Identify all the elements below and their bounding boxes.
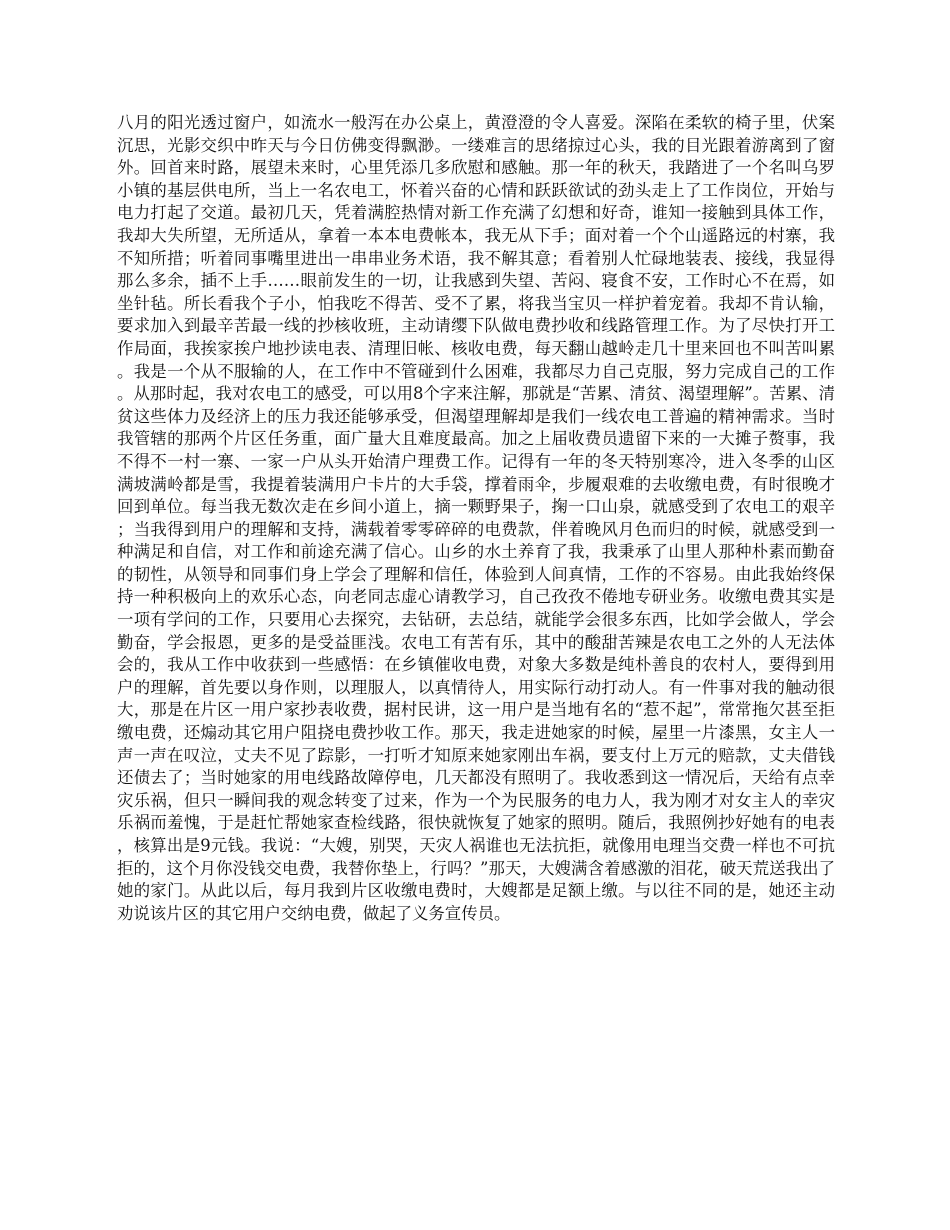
document-page [117, 112, 835, 925]
body-paragraph: 八月的阳光透过窗户，如流水一般泻在办公桌上，黄澄澄的令人喜爱。深陷在柔软的椅子里，伏案沉思，光影交织中昨天与今日仿佛变得飘渺。一缕难言的思绪掠过心头，我的目光跟着游离到了窗外。回首来时路，展望未来时，心里凭添几多欣慰和感触。那一年的秋天，我踏进了一个名叫乌罗小镇的基层供电所，当上一名农电工，怀着兴奋的心情和跃跃欲试的劲头走上了工作岗位，开始与电力打起了交道。最初几天，凭着满腔热情对新工作充满了幻想和好奇，谁知一接触到具体工作，我却大失所望，无所适从，拿着一本本电费帐本，我无从下手；面对着一个个山遥路远的村寨，我不知所措；听着同事嘴里进出一串串业务术语，我不解其意；看着别人忙碌地装表、接线，我显得那么多余，插不上手……眼前发生的一切，让我感到失望、苦闷、寝食不安，工作时心不在焉，如坐针毡。所长看我个子小，怕我吃不得苦、受不了累，将我当宝贝一样护着宠着。我却不肯认输，要求加入到最辛苦最一线的抄核收班，主动请缨下队做电费抄收和线路管理工作。为了尽快打开工作局面，我挨家挨户地抄读电表、清理旧帐、核收电费，每天翻山越岭走几十里来回也不叫苦叫累。我是一个从不服输的人，在工作中不管碰到什么困难，我都尽力自己克服，努力完成自己的工作。从那时起，我对农电工的感受，可以用8个字来注解，那就是“苦累、清贫、渴望理解”。苦累、清贫这些体力及经济上的压力我还能够承受，但渴望理解却是我们一线农电工普遍的精神需求。当时我管辖的那两个片区任务重，面广量大且难度最高。加之上届收费员遗留下来的一大摊子赘事，我不得不一村一寨、一家一户从头开始清户理费工作。记得有一年的冬天特别寒冷，进入冬季的山区满坡满岭都是雪，我提着装满用户卡片的大手袋，撑着雨伞，步履艰难的去收缴电费，有时很晚才回到单位。每当我无数次走在乡间小道上，摘一颗野果子，掬一口山泉，就感受到了农电工的艰辛；当我得到用户的理解和支持，满载着零零碎碎的电费款，伴着晚风月色而归的时候，就感受到一种满足和自信，对工作和前途充满了信心。山乡的水土养育了我，我秉承了山里人那种朴素而勤奋的韧性，从领导和同事们身上学会了理解和信任，体验到人间真情，工作的不容易。由此我始终保持一种积极向上的欢乐心态，向老同志虚心请教学习，自己孜孜不倦地专研业务。收缴电费其实是一项有学问的工作，只要用心去探究，去钻研，去总结，就能学会很多东西，比如学会做人，学会勤奋，学会报恩，更多的是受益匪浅。农电工有苦有乐，其中的酸甜苦辣是农电工之外的人无法体会的，我从工作中收获到一些感悟：在乡镇催收电费，对象大多数是纯朴善良的农村人，要得到用户的理解，首先要以身作则，以理服人，以真情待人，用实际行动打动人。有一件事对我的触动很大，那是在片区一用户家抄表收费，据村民讲，这一用户是当地有名的“惹不起”，常常拖欠甚至拒缴电费，还煽动其它用户阻挠电费抄收工作。那天，我走进她家的时候，屋里一片漆黑，女主人一声一声在叹泣，丈夫不见了踪影，一打听才知原来她家刚出车祸，要支付上万元的赔款，丈夫借钱还债去了；当时她家的用电线路故障停电，几天都没有照明了。我收悉到这一情况后，天给有点幸灾乐祸，但只一瞬间我的观念转变了过来，作为一个为民服务的电力人，我为刚才对女主人的幸灾乐祸而羞愧，于是赶忙帮她家查检线路，很快就恢复了她家的照明。随后，我照例抄好她有的电表，核算出是9元钱。我说：“大嫂，别哭，天灾人祸谁也无法抗拒，就像用电理当交费一样也不可抗拒的，这个月你没钱交电费，我替你垫上，行吗？”那天，大嫂满含着感激的泪花，破天荒送我出了她的家门。从此以后，每月我到片区收缴电费时，大嫂都是足额上缴。与以往不同的是，她还主动劝说该片区的其它用户交纳电费，做起了义务宣传员。 [117, 113, 835, 923]
